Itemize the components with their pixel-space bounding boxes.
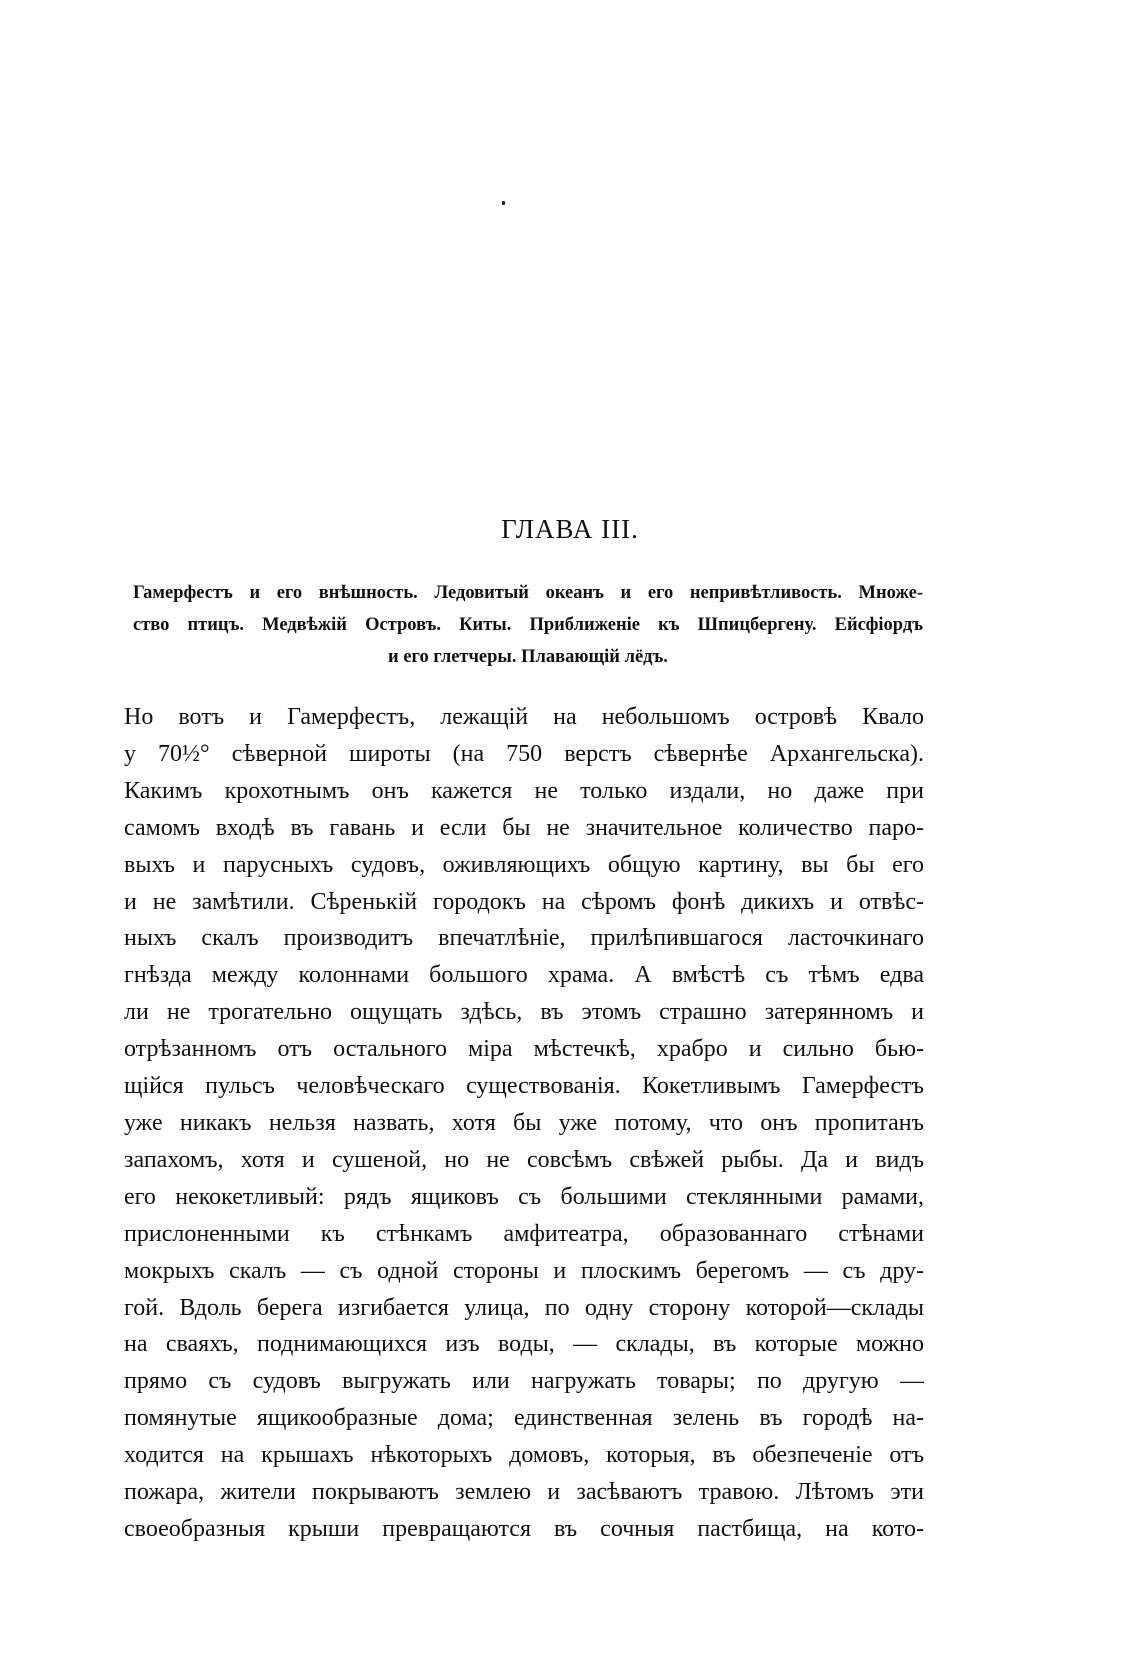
body-line: и не замѣтили. Сѣренькій городокъ на сѣромъ фонѣ дикихъ и отвѣс- bbox=[124, 888, 924, 915]
body-line: Какимъ крохотнымъ онъ кажется не только издали, но даже при bbox=[124, 777, 924, 804]
body-line: самомъ входѣ въ гавань и если бы не значительное количество паро- bbox=[124, 814, 924, 841]
body-line: ходится на крышахъ нѣкоторыхъ домовъ, которыя, въ обезпеченіе отъ bbox=[124, 1442, 924, 1469]
body-line: запахомъ, хотя и сушеной, но не совсѣмъ свѣжей рыбы. Да и видъ bbox=[124, 1146, 924, 1173]
body-line: Но вотъ и Гамерфестъ, лежащій на небольшомъ островѣ Квало bbox=[124, 704, 924, 730]
summary-line: ство птицъ. Медвѣжій Островъ. Киты. Приближеніе къ Шпицбергену. Ейсфіордъ bbox=[133, 615, 923, 635]
summary-line: и его глетчеры. Плавающій лёдъ. bbox=[388, 647, 668, 667]
body-line: его некокетливый: рядъ ящиковъ съ большими стеклянными рамами, bbox=[124, 1183, 924, 1210]
body-line: ныхъ скалъ производитъ впечатлѣніе, прилѣпившагося ласточкинаго bbox=[124, 925, 924, 952]
body-line: пожара, жители покрываютъ землею и засѣваютъ травою. Лѣтомъ эти bbox=[124, 1479, 924, 1506]
print-speck bbox=[502, 201, 505, 205]
chapter-title: ГЛАВА III. bbox=[501, 514, 639, 544]
body-line: гнѣзда между колоннами большого храма. А вмѣстѣ съ тѣмъ едва bbox=[124, 962, 924, 989]
body-line: мокрыхъ скалъ — съ одной стороны и плоскимъ берегомъ — съ дру- bbox=[124, 1257, 924, 1284]
body-line: прямо съ судовъ выгружать или нагружать товары; по другую — bbox=[124, 1368, 924, 1395]
body-line: на сваяхъ, поднимающихся изъ воды, — склады, въ которые можно bbox=[124, 1331, 924, 1358]
body-line: щійся пульсъ человѣческаго существованія. Кокетливымъ Гамерфестъ bbox=[124, 1073, 924, 1100]
body-line: уже никакъ нельзя назвать, хотя бы уже потому, что онъ пропитанъ bbox=[124, 1109, 924, 1136]
body-line: выхъ и парусныхъ судовъ, оживляющихъ общую картину, вы бы его bbox=[124, 851, 924, 878]
body-line: своеобразныя крыши превращаются въ сочныя пастбища, на кото- bbox=[124, 1515, 924, 1542]
body-line: помянутые ящикообразные дома; единственная зелень въ городѣ на- bbox=[124, 1405, 924, 1432]
body-line: отрѣзанномъ отъ остального міра мѣстечкѣ, храбро и сильно бью- bbox=[124, 1036, 924, 1063]
body-line: ли не трогательно ощущать здѣсь, въ этомъ страшно затерянномъ и bbox=[124, 999, 924, 1026]
chapter-summary bbox=[133, 577, 923, 673]
body-line: гой. Вдоль берега изгибается улица, по одну сторону которой—склады bbox=[124, 1294, 924, 1321]
body-line: у 70½° сѣверной широты (на 750 верстъ сѣвернѣе Архангельска). bbox=[124, 740, 924, 767]
body-line: прислоненными къ стѣнкамъ амфитеатра, образованнаго стѣнами bbox=[124, 1220, 924, 1247]
body-paragraph bbox=[124, 699, 924, 1548]
summary-line: Гамерфестъ и его внѣшность. Ледовитый океанъ и его непривѣтливость. Множе- bbox=[133, 583, 923, 603]
